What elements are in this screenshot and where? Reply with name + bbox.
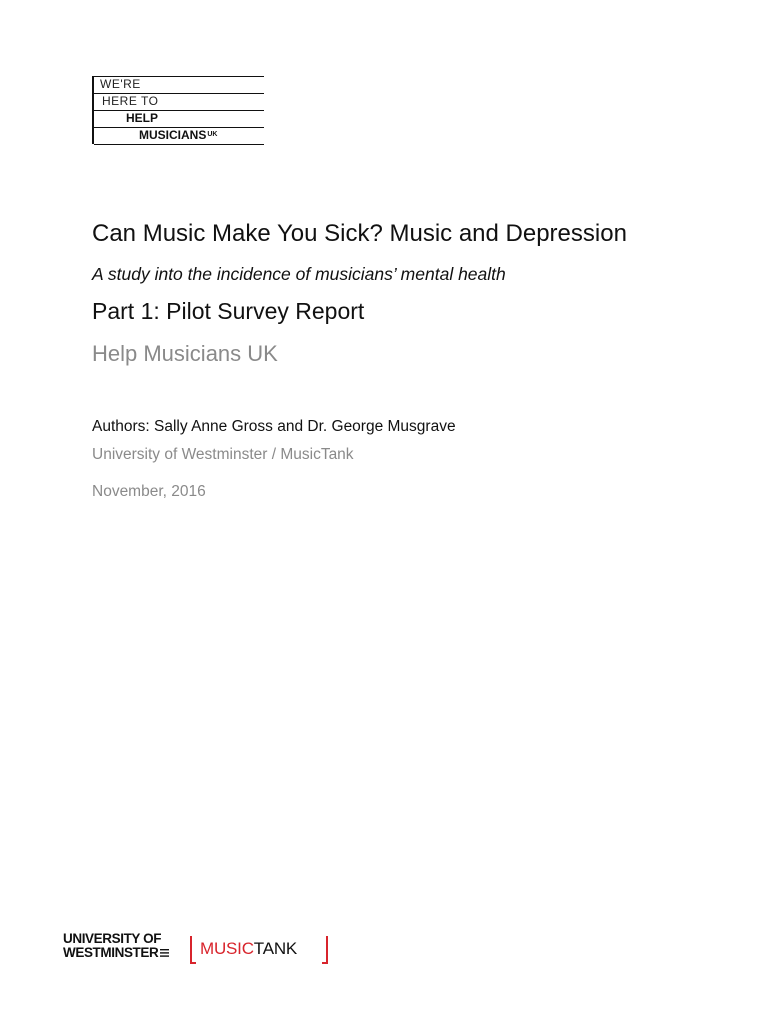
- document-title: Can Music Make You Sick? Music and Depression: [92, 220, 627, 247]
- university-logo-line2-text: WESTMINSTER: [63, 945, 159, 960]
- report-part: Part 1: Pilot Survey Report: [92, 298, 365, 324]
- westminster-crest-icon: [160, 949, 169, 957]
- university-of-westminster-logo: [63, 932, 189, 960]
- logo-line-help: HELP: [94, 110, 264, 127]
- help-musicians-logo: [92, 76, 264, 144]
- musictank-wordmark: [200, 939, 297, 959]
- musictank-bracket-left: [190, 936, 196, 964]
- logo-musicians-text: MUSICIANS: [139, 128, 207, 142]
- organization-name: Help Musicians UK: [92, 341, 278, 366]
- musictank-tank-text: TANK: [253, 939, 298, 958]
- logo-uk-suffix: UK: [207, 131, 218, 138]
- university-logo-line1: UNIVERSITY OF: [63, 931, 162, 946]
- musictank-music-text: MUSIC: [200, 939, 254, 958]
- publication-date: November, 2016: [92, 483, 206, 500]
- logo-line-here-to: HERE TO: [94, 93, 264, 110]
- logo-line-were: WE'RE: [94, 76, 264, 93]
- document-subtitle: A study into the incidence of musicians’ mental health: [92, 264, 506, 284]
- university-logo-line2: [63, 946, 189, 960]
- musictank-logo: [190, 936, 328, 964]
- musictank-bracket-right: [322, 936, 328, 964]
- logo-line-musicians: [94, 127, 264, 145]
- affiliation-line: University of Westminster / MusicTank: [92, 446, 354, 463]
- authors-line: Authors: Sally Anne Gross and Dr. George Musgrave: [92, 418, 456, 435]
